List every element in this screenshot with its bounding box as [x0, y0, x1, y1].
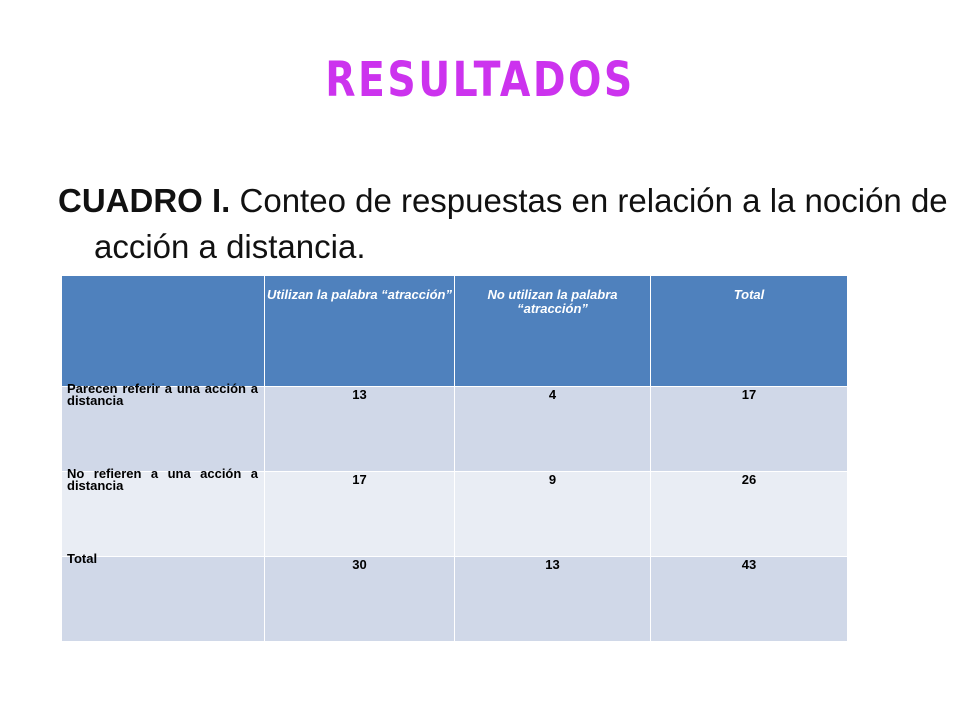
row-label [62, 550, 265, 641]
results-table [61, 276, 848, 641]
row-label [62, 380, 265, 471]
header-total: Total [651, 276, 848, 386]
caption-text: Conteo de respuestas en relación a la noción de acción a distancia. [94, 182, 948, 265]
header-use-word: Utilizan la palabra “atracción” [265, 276, 455, 386]
row-label [62, 465, 265, 556]
table-row [62, 556, 848, 641]
cell-use-word: 17 [265, 471, 455, 556]
table-row [62, 386, 848, 471]
header-corner-cell [62, 276, 265, 386]
table-caption [58, 178, 960, 270]
table-row [62, 471, 848, 556]
caption-lead: CUADRO I. [58, 182, 231, 219]
cell-use-word: 30 [265, 556, 455, 641]
slide-title: RESULTADOS [325, 52, 635, 108]
cell-not-use-word: 4 [455, 386, 651, 471]
row-label-text: No refieren a una acción a distancia [67, 465, 258, 493]
table-header-row [62, 276, 848, 386]
row-label-text: Total [67, 550, 98, 566]
cell-total: 43 [651, 556, 848, 641]
cell-total: 17 [651, 386, 848, 471]
cell-not-use-word: 13 [455, 556, 651, 641]
row-label-text: Parecen referir a una acción a distancia [67, 380, 258, 408]
cell-use-word: 13 [265, 386, 455, 471]
cell-total: 26 [651, 471, 848, 556]
cell-not-use-word: 9 [455, 471, 651, 556]
header-not-use-word: No utilizan la palabra “atracción” [455, 276, 651, 386]
